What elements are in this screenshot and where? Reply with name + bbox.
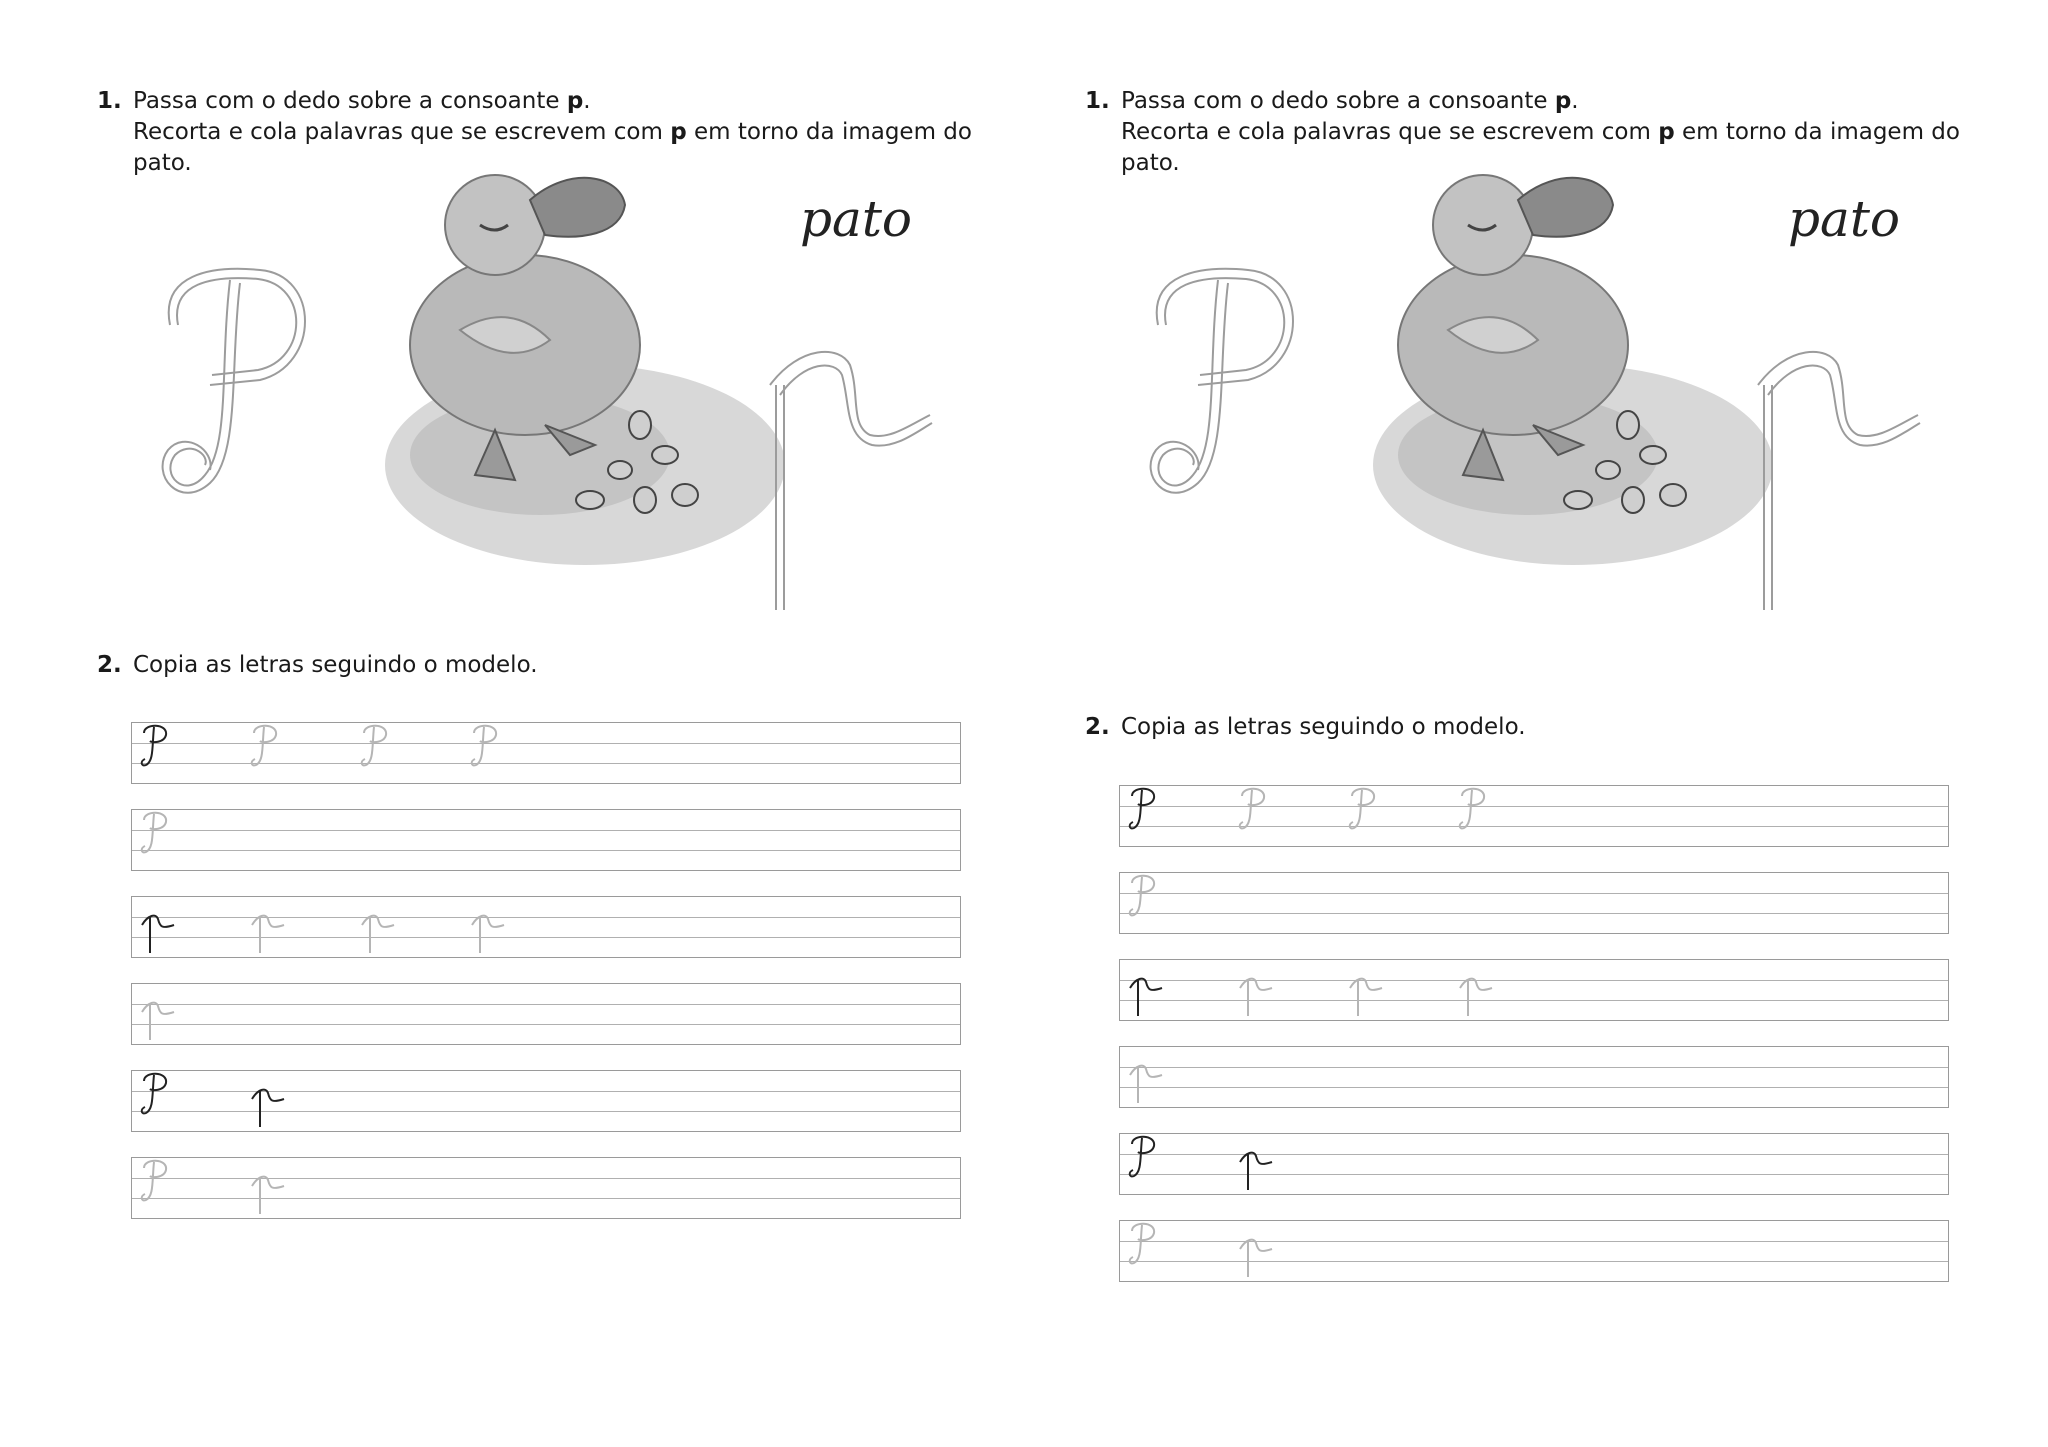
worksheet-page-left — [0, 0, 1000, 1447]
lowercase-p-dotted-icon — [360, 895, 396, 955]
handwriting-row[interactable] — [1119, 872, 1949, 934]
uppercase-p-dotted-icon — [360, 721, 390, 771]
q2-text: Copia as letras seguindo o modelo. — [1121, 714, 1526, 740]
question-2 — [97, 650, 538, 681]
handwriting-practice-area — [131, 722, 961, 1244]
lowercase-p-trace-icon — [770, 352, 932, 610]
uppercase-p-dotted-icon — [250, 721, 280, 771]
lowercase-p-dotted-icon — [250, 1156, 286, 1216]
lowercase-p-model-icon — [1238, 1132, 1274, 1192]
uppercase-p-model-icon — [1128, 784, 1158, 834]
worksheet-page-right — [988, 0, 1988, 1447]
handwriting-row[interactable] — [131, 896, 961, 958]
word-pato: pato — [1788, 190, 1901, 248]
handwriting-row[interactable] — [131, 1157, 961, 1219]
question-1-number: 1. — [1085, 88, 1110, 114]
uppercase-p-dotted-icon — [1458, 784, 1488, 834]
uppercase-p-model-icon — [140, 1069, 170, 1119]
question-2 — [1085, 712, 1526, 743]
q1-line2-text: Recorta e cola palavras que se escrevem com p em torno da imagem do pato. — [1121, 119, 1960, 176]
question-2-number: 2. — [97, 652, 122, 678]
uppercase-p-model-icon — [140, 721, 170, 771]
handwriting-practice-area — [1119, 785, 1949, 1307]
uppercase-p-model-icon — [1128, 1132, 1158, 1182]
handwriting-row[interactable] — [131, 722, 961, 784]
handwriting-row[interactable] — [1119, 1046, 1949, 1108]
handwriting-row[interactable] — [131, 809, 961, 871]
lowercase-p-model-icon — [1128, 958, 1164, 1018]
lowercase-p-dotted-icon — [1458, 958, 1494, 1018]
handwriting-row[interactable] — [1119, 785, 1949, 847]
q1-line1-text: Passa com o dedo sobre a consoante p. — [1121, 88, 1579, 114]
question-1-number: 1. — [97, 88, 122, 114]
lowercase-p-dotted-icon — [140, 982, 176, 1042]
question-2-number: 2. — [1085, 714, 1110, 740]
lowercase-p-model-icon — [140, 895, 176, 955]
lowercase-p-dotted-icon — [1348, 958, 1384, 1018]
lowercase-p-dotted-icon — [1238, 958, 1274, 1018]
handwriting-row[interactable] — [131, 983, 961, 1045]
uppercase-p-dotted-icon — [1348, 784, 1378, 834]
handwriting-row[interactable] — [1119, 1133, 1949, 1195]
lowercase-p-dotted-icon — [470, 895, 506, 955]
handwriting-row[interactable] — [1119, 1220, 1949, 1282]
uppercase-p-trace-icon — [1151, 269, 1293, 493]
lowercase-p-model-icon — [250, 1069, 286, 1129]
uppercase-p-dotted-icon — [140, 1156, 170, 1206]
uppercase-p-dotted-icon — [470, 721, 500, 771]
q1-line2-text: Recorta e cola palavras que se escrevem com p em torno da imagem do pato. — [133, 119, 972, 176]
handwriting-row[interactable] — [1119, 959, 1949, 1021]
lowercase-p-dotted-icon — [1128, 1045, 1164, 1105]
q2-text: Copia as letras seguindo o modelo. — [133, 652, 538, 678]
word-pato: pato — [800, 190, 913, 248]
lowercase-p-dotted-icon — [1238, 1219, 1274, 1279]
q1-line1-text: Passa com o dedo sobre a consoante p. — [133, 88, 591, 114]
lowercase-p-dotted-icon — [250, 895, 286, 955]
uppercase-p-dotted-icon — [1238, 784, 1268, 834]
uppercase-p-dotted-icon — [1128, 871, 1158, 921]
lowercase-p-trace-icon — [1758, 352, 1920, 610]
uppercase-p-dotted-icon — [140, 808, 170, 858]
handwriting-row[interactable] — [131, 1070, 961, 1132]
uppercase-p-dotted-icon — [1128, 1219, 1158, 1269]
uppercase-p-trace-icon — [163, 269, 305, 493]
